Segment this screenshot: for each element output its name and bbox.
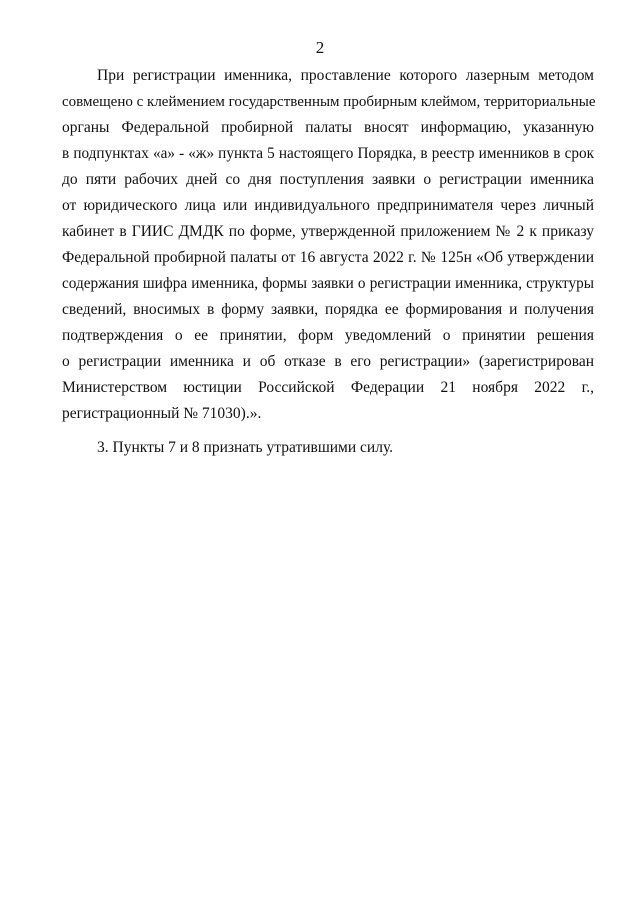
paragraph-1-line: регистрационный № 71030).». — [62, 405, 262, 422]
paragraph-1-line: в подпунктах «а» - «ж» пункта 5 настоящего Порядка, в реестр именников в срок — [62, 145, 594, 162]
paragraph-1-line: органы Федеральной пробирной палаты вносят информацию, указанную — [62, 119, 594, 136]
paragraph-1-line: Министерством юстиции Российской Федерации 21 ноября 2022 г., — [62, 379, 594, 396]
paragraph-2: 3. Пункты 7 и 8 признать утратившими силу. — [97, 439, 394, 456]
paragraph-1-line: Федеральной пробирной палаты от 16 августа 2022 г. № 125н «Об утверждении — [62, 249, 594, 266]
paragraph-1-line: При регистрации именника, проставление которого лазерным методом — [97, 67, 594, 84]
paragraph-1-line: до пяти рабочих дней со дня поступления заявки о регистрации именника — [62, 171, 594, 188]
page-number: 2 — [315, 38, 325, 57]
paragraph-1-line: содержания шифра именника, формы заявки о регистрации именника, структуры — [62, 275, 594, 292]
paragraph-1-line: подтверждения о ее принятии, форм уведомлений о принятии решения — [62, 327, 594, 344]
paragraph-1-line: совмещено с клеймением государственным пробирным клеймом, территориальные — [62, 94, 596, 110]
paragraph-1-line: от юридического лица или индивидуального предпринимателя через личный — [62, 197, 594, 214]
paragraph-1-line: сведений, вносимых в форму заявки, порядка ее формирования и получения — [62, 301, 594, 318]
paragraph-1-line: о регистрации именника и об отказе в его регистрации» (зарегистрирован — [62, 353, 594, 370]
paragraph-1-line: кабинет в ГИИС ДМДК по форме, утвержденной приложением № 2 к приказу — [62, 223, 594, 240]
